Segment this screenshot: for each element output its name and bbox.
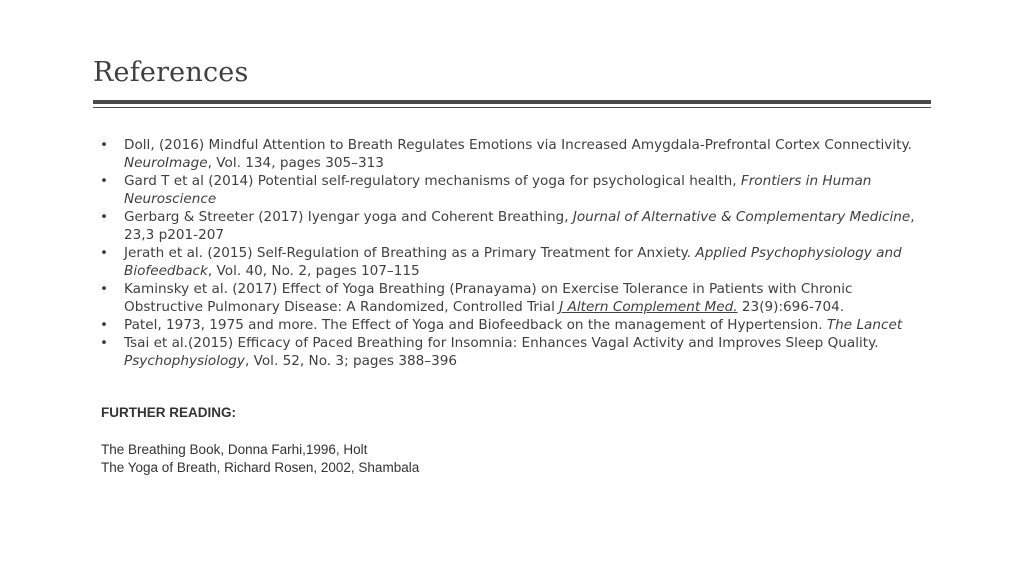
bullet-glyph: • bbox=[100, 245, 109, 261]
bullet-glyph: • bbox=[100, 209, 109, 225]
reference-text: Kaminsky et al. (2017) Effect of Yoga Breathing (Pranayama) on Exercise Tolerance in Patients with Chronic Obstructive Pulmonary Disease: A Randomized, Controlled Trial bbox=[124, 281, 853, 315]
reference-journal: Applied Psychophysiology and Biofeedback bbox=[124, 245, 902, 279]
further-reading-heading: FURTHER READING: bbox=[101, 405, 236, 420]
reference-item-kaminsky bbox=[100, 280, 930, 316]
reference-item-patel bbox=[100, 316, 930, 334]
reference-text: Patel, 1973, 1975 and more. The Effect of Yoga and Biofeedback on the management of Hypertension. bbox=[124, 317, 827, 333]
bullet-glyph: • bbox=[100, 137, 109, 153]
further-reading-item: The Breathing Book, Donna Farhi,1996, Holt bbox=[101, 442, 368, 457]
further-reading-list bbox=[101, 441, 419, 477]
title-divider-thick bbox=[93, 100, 931, 104]
bullet-glyph: • bbox=[100, 317, 109, 333]
reference-item-gerbarg bbox=[100, 208, 930, 244]
bullet-glyph: • bbox=[100, 335, 109, 351]
slide-title: References bbox=[93, 57, 249, 88]
reference-details: , Vol. 134, pages 305–313 bbox=[207, 155, 384, 171]
reference-journal-link[interactable]: J Altern Complement Med. bbox=[559, 299, 738, 315]
title-divider-thin bbox=[93, 107, 931, 108]
reference-journal: Journal of Alternative & Complementary Medicine bbox=[572, 209, 911, 225]
reference-item-gard bbox=[100, 172, 930, 208]
reference-text: Tsai et al.(2015) Efficacy of Paced Breathing for Insomnia: Enhances Vagal Activity and Improves Sleep Quality. bbox=[124, 335, 879, 351]
reference-details: , 23,3 p201-207 bbox=[124, 209, 915, 243]
reference-item-doll bbox=[100, 136, 930, 172]
reference-journal: Frontiers in Human Neuroscience bbox=[124, 173, 872, 207]
reference-details: , Vol. 52, No. 3; pages 388–396 bbox=[244, 353, 458, 369]
reference-text: Gard T et al (2014) Potential self-regulatory mechanisms of yoga for psychological health, bbox=[124, 173, 741, 189]
bullet-glyph: • bbox=[100, 173, 109, 189]
reference-journal: The Lancet bbox=[826, 317, 903, 333]
reference-item-tsai bbox=[100, 334, 930, 370]
reference-details: 23(9):696-704. bbox=[737, 299, 845, 315]
bullet-glyph: • bbox=[100, 281, 109, 297]
further-reading-item: The Yoga of Breath, Richard Rosen, 2002, Shambala bbox=[101, 460, 420, 475]
references-list bbox=[100, 136, 930, 370]
reference-journal: NeuroImage bbox=[124, 155, 208, 171]
reference-item-jerath bbox=[100, 244, 930, 280]
reference-details: , Vol. 40, No. 2, pages 107–115 bbox=[207, 263, 420, 279]
reference-text: Gerbarg & Streeter (2017) Iyengar yoga and Coherent Breathing, bbox=[124, 209, 573, 225]
reference-text: Doll, (2016) Mindful Attention to Breath Regulates Emotions via Increased Amygdala-Prefrontal Cortex Connectivity. bbox=[124, 137, 912, 153]
reference-journal: Psychophysiology bbox=[124, 353, 245, 369]
reference-text: Jerath et al. (2015) Self-Regulation of Breathing as a Primary Treatment for Anxiety. bbox=[124, 245, 696, 261]
